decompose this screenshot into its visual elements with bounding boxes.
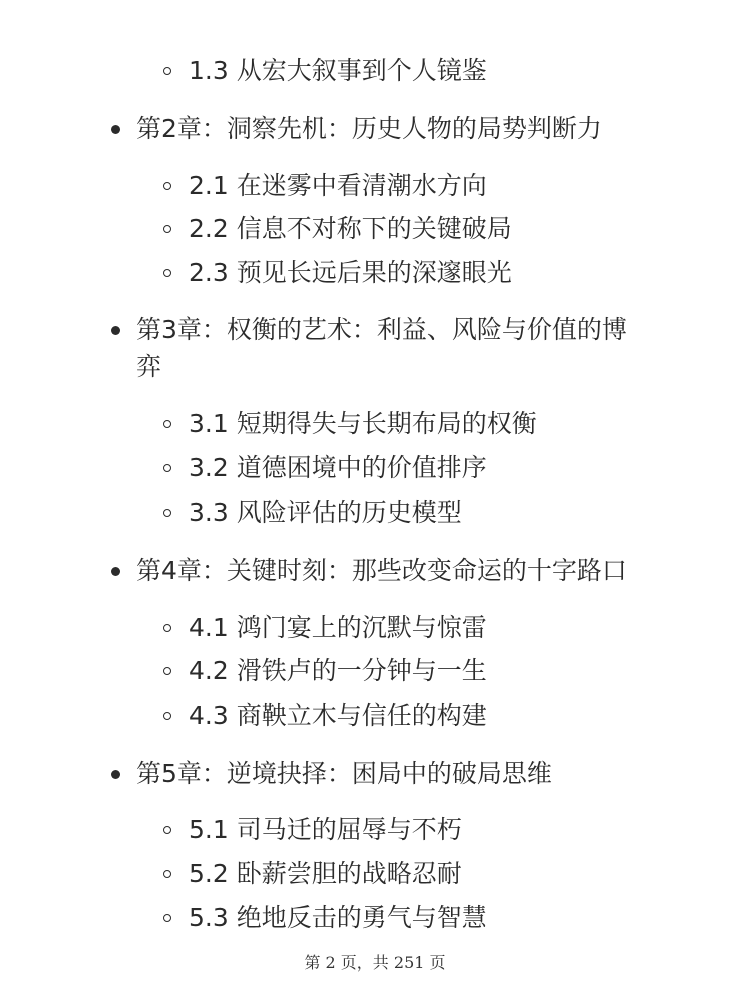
toc-section-5-3: 5.3 绝地反击的勇气与智慧 — [189, 903, 487, 932]
circle-bullet-icon — [163, 182, 171, 190]
toc-section-2-2: 2.2 信息不对称下的关键破局 — [189, 214, 512, 243]
toc-chapter-3-line-2: 弈 — [136, 352, 162, 381]
toc-section-3-2: 3.2 道德困境中的价值排序 — [189, 453, 487, 482]
toc-section-1-3: 1.3 从宏大叙事到个人镜鉴 — [189, 56, 487, 85]
toc-section-5-1: 5.1 司马迁的屈辱与不朽 — [189, 815, 462, 844]
circle-bullet-icon — [163, 269, 171, 277]
circle-bullet-icon — [163, 914, 171, 922]
circle-bullet-icon — [163, 667, 171, 675]
circle-bullet-icon — [163, 420, 171, 428]
disc-bullet-icon — [111, 125, 120, 134]
disc-bullet-icon — [111, 567, 120, 576]
disc-bullet-icon — [111, 770, 120, 779]
toc-section-2-1: 2.1 在迷雾中看清潮水方向 — [189, 171, 487, 200]
toc-section-4-2: 4.2 滑铁卢的一分钟与一生 — [189, 656, 487, 685]
toc-section-5-2: 5.2 卧薪尝胆的战略忍耐 — [189, 859, 462, 888]
circle-bullet-icon — [163, 712, 171, 720]
circle-bullet-icon — [163, 464, 171, 472]
toc-section-4-1: 4.1 鸿门宴上的沉默与惊雷 — [189, 613, 487, 642]
toc-section-3-3: 3.3 风险评估的历史模型 — [189, 498, 462, 527]
circle-bullet-icon — [163, 225, 171, 233]
circle-bullet-icon — [163, 67, 171, 75]
toc-section-2-3: 2.3 预见长远后果的深邃眼光 — [189, 258, 512, 287]
circle-bullet-icon — [163, 624, 171, 632]
toc-section-4-3: 4.3 商鞅立木与信任的构建 — [189, 701, 487, 730]
circle-bullet-icon — [163, 870, 171, 878]
circle-bullet-icon — [163, 826, 171, 834]
toc-chapter-4: 第4章：关键时刻：那些改变命运的十字路口 — [136, 556, 627, 585]
page-number-footer: 第 2 页，共 251 页 — [304, 953, 446, 972]
toc-section-3-1: 3.1 短期得失与长期布局的权衡 — [189, 409, 537, 438]
circle-bullet-icon — [163, 509, 171, 517]
toc-chapter-3-line-1: 第3章：权衡的艺术：利益、风险与价值的博 — [136, 315, 627, 344]
toc-chapter-2: 第2章：洞察先机：历史人物的局势判断力 — [136, 114, 602, 143]
toc-chapter-5: 第5章：逆境抉择：困局中的破局思维 — [136, 759, 552, 788]
disc-bullet-icon — [111, 326, 120, 335]
